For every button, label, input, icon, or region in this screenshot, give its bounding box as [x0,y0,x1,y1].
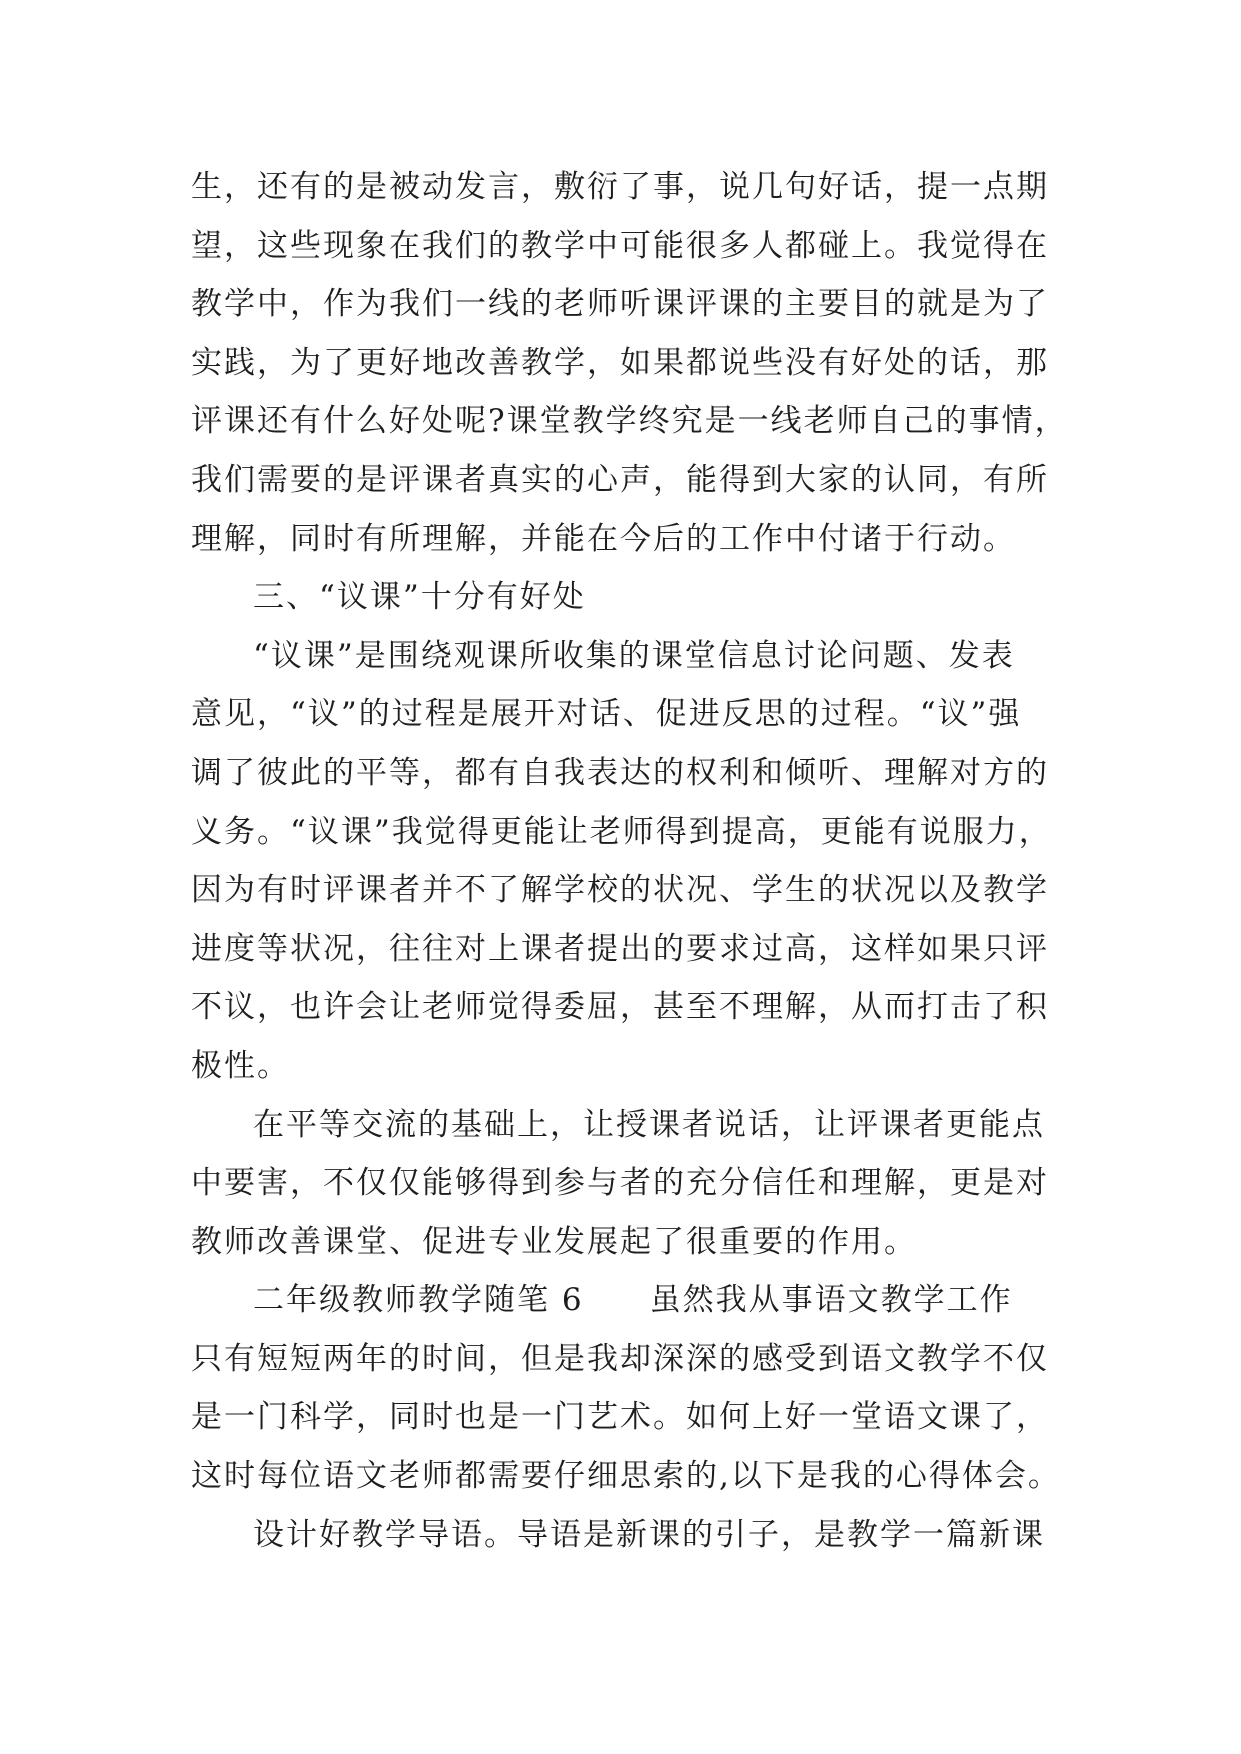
body-text [191,158,1068,1564]
text-line: 这时每位语文老师都需要仔细思索的,以下是我的心得体会。 [191,1458,1061,1495]
text-line: 实践，为了更好地改善教学，如果都说些没有好处的话，那 [191,344,1049,381]
text-line: 极性。 [191,1047,290,1084]
text-line: 中要害，不仅仅能够得到参与者的充分信任和理解，更是对 [191,1165,1049,1202]
text-line: 教师改善课堂、促进专业发展起了很重要的作用。 [191,1223,917,1260]
text-line: 进度等状况，往往对上课者提出的要求过高，这样如果只评 [191,930,1049,967]
text-line: 三、“议课”十分有好处 [253,579,586,616]
text-line: 二年级教师教学随笔 6 虽然我从事语文教学工作 [253,1282,1013,1319]
text-line: 在平等交流的基础上，让授课者说话，让评课者更能点 [253,1106,1045,1143]
text-line: 是一门科学，同时也是一门艺术。如何上好一堂语文课了， [191,1399,1049,1436]
text-line: 评课还有什么好处呢?课堂教学终究是一线老师自己的事情， [191,403,1068,440]
text-line: 调了彼此的平等，都有自我表达的权利和倾听、理解对方的 [191,754,1049,791]
text-line: 意见，“议”的过程是展开对话、促进反思的过程。“议”强 [191,696,1022,733]
text-line: 设计好教学导语。导语是新课的引子，是教学一篇新课 [253,1516,1045,1553]
text-line: 不议，也许会让老师觉得委屈，甚至不理解，从而打击了积 [191,989,1049,1026]
text-line: 理解，同时有所理解，并能在今后的工作中付诸于行动。 [191,520,1016,557]
text-line: 只有短短两年的时间，但是我却深深的感受到语文教学不仅 [191,1340,1049,1377]
text-line: 因为有时评课者并不了解学校的状况、学生的状况以及教学 [191,872,1049,909]
text-line: “议课”是围绕观课所收集的课堂信息讨论问题、发表 [253,637,1015,674]
text-line: 生，还有的是被动发言，敷衍了事，说几句好话，提一点期 [191,169,1049,205]
text-line: 我们需要的是评课者真实的心声，能得到大家的认同，有所 [191,461,1049,498]
text-line: 望，这些现象在我们的教学中可能很多人都碰上。我觉得在 [191,227,1049,264]
text-line: 教学中，作为我们一线的老师听课评课的主要目的就是为了 [191,286,1049,323]
text-line: 义务。“议课”我觉得更能让老师得到提高，更能有说服力， [191,813,1052,850]
